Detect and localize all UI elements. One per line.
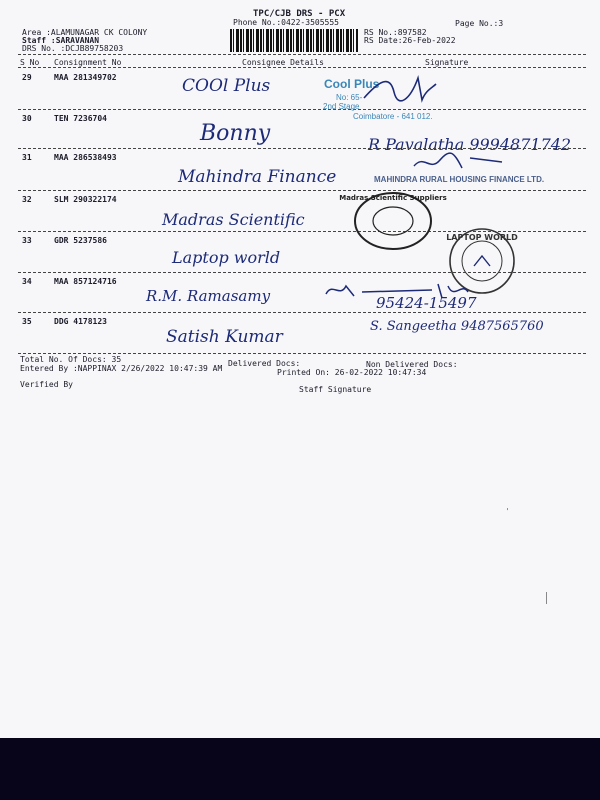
header-divider (18, 54, 586, 55)
row-consignment: TEN 7236704 (54, 114, 107, 123)
phone-number: Phone No.:0422-3505555 (233, 18, 339, 27)
staff-label: Staff :SARAVANAN (22, 36, 100, 45)
non-delivered-docs: Non Delivered Docs: (366, 360, 458, 369)
signature-scribble-icon (360, 70, 440, 106)
row-sno: 34 (22, 277, 32, 286)
rs-number: RS No.:897582 (364, 28, 427, 37)
row-signature: S. Sangeetha 9487565760 (370, 319, 544, 334)
row-consignee: COOl Plus (182, 76, 271, 96)
row-consignment: MAA 281349702 (54, 73, 117, 82)
row-consignment: DDG 4178123 (54, 317, 107, 326)
madras-scientific-seal (339, 188, 447, 254)
row-sno: 30 (22, 114, 32, 123)
rs-date: RS Date:26-Feb-2022 (364, 36, 456, 45)
page-number: Page No.:3 (455, 19, 504, 28)
signature-scribble-icon (322, 278, 472, 304)
cool-plus-stamp-address: No: 65- (336, 93, 363, 102)
row-divider (18, 109, 586, 110)
row-consignee: Mahindra Finance (178, 167, 337, 187)
cool-plus-stamp-address-2: 2nd Stage (323, 102, 360, 111)
row-consignee: Bonny (200, 121, 271, 146)
row-divider (18, 312, 586, 313)
row-consignment: SLM 290322174 (54, 195, 117, 204)
scan-speck (546, 592, 547, 604)
row-consignment: MAA 286538493 (54, 153, 117, 162)
entered-by: Entered By :NAPPINAX 2/26/2022 10:47:39 AM (20, 364, 223, 373)
row-divider (18, 190, 586, 191)
verified-by: Verified By (20, 380, 73, 389)
total-docs: Total No. Of Docs: 35 (20, 355, 122, 364)
signature-scribble-icon (410, 148, 510, 178)
row-consignment: GDR 5237586 (54, 236, 107, 245)
staff-signature: Staff Signature (299, 385, 372, 394)
row-sno: 31 (22, 153, 32, 162)
column-header-divider (18, 67, 586, 68)
row-consignee: R.M. Ramasamy (146, 287, 271, 305)
mahindra-stamp: MAHINDRA RURAL HOUSING FINANCE LTD. (374, 175, 545, 184)
document-title: TPC/CJB DRS - PCX (253, 9, 346, 19)
row-consignee: Satish Kumar (166, 327, 283, 347)
col-header-sno: S No (20, 58, 40, 67)
row-signature: 95424-15497 (376, 294, 477, 312)
drs-number: DRS No. :DCJB89758203 (22, 44, 124, 53)
col-header-signature: Signature (425, 58, 469, 67)
barcode (230, 29, 358, 52)
row-sno: 35 (22, 317, 32, 326)
seal-text: LAPTOP WORLD (446, 233, 518, 242)
scan-border (0, 738, 600, 800)
cool-plus-stamp-city: Coimbatore - 641 012. (353, 112, 433, 121)
row-signature: R Pavalatha 9994871742 (368, 135, 572, 154)
row-sno: 33 (22, 236, 32, 245)
area-label: Area :ALAMUNAGAR CK COLONY (22, 28, 148, 37)
delivered-docs: Delivered Docs: (228, 359, 301, 368)
col-header-consignee: Consignee Details (242, 58, 324, 67)
row-sno: 29 (22, 73, 32, 82)
seal-text: Madras Scientific Suppliers (339, 194, 447, 202)
row-consignee: Laptop world (172, 248, 281, 267)
printed-on: Printed On: 26-02-2022 10:47:34 (277, 368, 427, 377)
row-sno: 32 (22, 195, 32, 204)
row-consignee: Madras Scientific (162, 210, 305, 229)
scan-speck: ' (505, 507, 510, 516)
row-divider (18, 353, 586, 354)
row-consignment: MAA 857124716 (54, 277, 117, 286)
cool-plus-stamp-name: Cool Plus (324, 77, 380, 91)
col-header-consignment: Consignment No (54, 58, 122, 67)
